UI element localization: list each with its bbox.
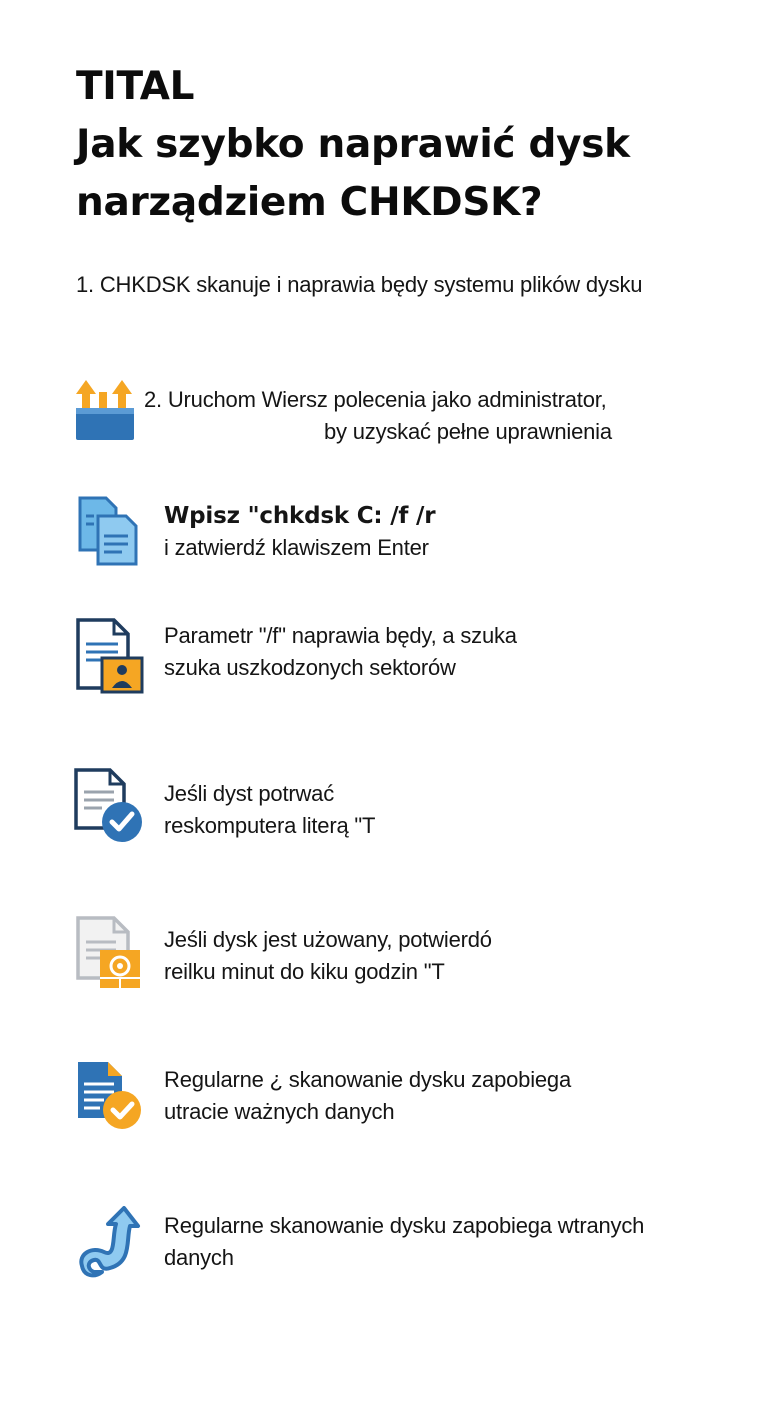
step-2-line-2: by uzyskać pełne uprawnienia: [324, 419, 612, 444]
document-check-icon: [72, 766, 148, 848]
step-5-line-1: Jeśli dyst potrwać: [164, 781, 335, 806]
step-5-line-2: reskomputera literą "T: [164, 813, 376, 838]
step-3-line-1: Wpisz "chkdsk C: /f /r: [164, 503, 436, 529]
step-3-line-2: i zatwierdź klawiszem Enter: [164, 535, 429, 560]
document-certificate-icon: [72, 914, 148, 996]
step-6-line-1: Jeśli dysk jest użowany, potwierdó: [164, 927, 492, 952]
title-block: [76, 58, 736, 232]
step-7-line-1: Regularne ¿ skanowanie dysku zapobiega: [164, 1067, 571, 1092]
title-tag: TITAL: [76, 64, 195, 109]
step-3: [72, 494, 752, 590]
step-2: [72, 378, 752, 474]
step-8-line-2: danych: [164, 1245, 234, 1270]
upload-arrows-tray-icon: [72, 378, 148, 460]
curved-arrow-icon: [72, 1206, 148, 1288]
step-6-line-2: reilku minut do kiku godzin "T: [164, 959, 445, 984]
step-4-line-1: Parametr "/f" naprawia będy, a szuka: [164, 623, 517, 648]
page-title-line-1: Jak szybko naprawić dysk: [76, 122, 630, 167]
step-4: [72, 616, 752, 712]
file-check-orange-icon: [72, 1060, 148, 1142]
step-7: [72, 1060, 752, 1156]
step-1-text: 1. CHKDSK skanuje i naprawia będy systemu plików dysku: [76, 272, 643, 297]
step-8: [72, 1206, 752, 1302]
step-2-line-1: 2. Uruchom Wiersz polecenia jako administrator,: [144, 387, 607, 412]
page-title-line-2: narządziem CHKDSK?: [76, 180, 543, 225]
step-4-line-2: szuka uszkodzonych sektorów: [164, 655, 456, 680]
step-5: [72, 766, 752, 862]
step-7-line-2: utracie ważnych danych: [164, 1099, 395, 1124]
copy-documents-icon: [72, 494, 148, 576]
document-user-icon: [72, 616, 148, 698]
step-8-line-1: Regularne skanowanie dysku zapobiega wtranych: [164, 1213, 645, 1238]
step-6: [72, 914, 752, 1010]
